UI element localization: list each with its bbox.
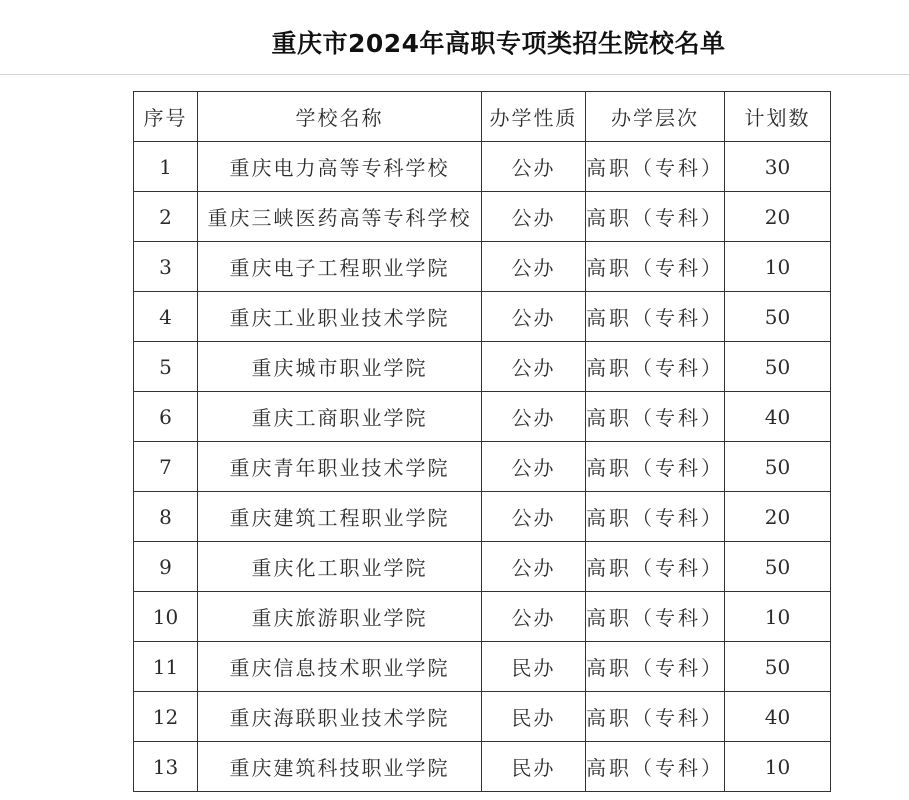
table-row	[134, 692, 831, 742]
table-row	[134, 292, 831, 342]
cell-level: 高职（专科）	[586, 242, 725, 292]
cell-type: 公办	[482, 192, 586, 242]
table-row	[134, 192, 831, 242]
cell-school-name: 重庆海联职业技术学院	[198, 692, 482, 742]
school-list-table	[133, 91, 831, 792]
cell-type: 公办	[482, 392, 586, 442]
cell-type: 公办	[482, 342, 586, 392]
header-cell-name: 学校名称	[198, 92, 482, 142]
cell-type: 公办	[482, 242, 586, 292]
table-row	[134, 442, 831, 492]
table-row	[134, 592, 831, 642]
cell-no: 2	[134, 192, 198, 242]
cell-plan: 20	[725, 192, 831, 242]
cell-school-name: 重庆信息技术职业学院	[198, 642, 482, 692]
cell-no: 10	[134, 592, 198, 642]
table-header-row	[134, 92, 831, 142]
table-row	[134, 142, 831, 192]
cell-type: 民办	[482, 742, 586, 792]
cell-school-name: 重庆三峡医药高等专科学校	[198, 192, 482, 242]
cell-school-name: 重庆旅游职业学院	[198, 592, 482, 642]
cell-school-name: 重庆化工职业学院	[198, 542, 482, 592]
table-row	[134, 492, 831, 542]
cell-school-name: 重庆工商职业学院	[198, 392, 482, 442]
cell-plan: 40	[725, 392, 831, 442]
cell-type: 公办	[482, 492, 586, 542]
cell-no: 4	[134, 292, 198, 342]
cell-level: 高职（专科）	[586, 642, 725, 692]
cell-no: 13	[134, 742, 198, 792]
table-body	[134, 142, 831, 792]
table-row	[134, 642, 831, 692]
cell-school-name: 重庆城市职业学院	[198, 342, 482, 392]
cell-plan: 20	[725, 492, 831, 542]
cell-no: 12	[134, 692, 198, 742]
table-row	[134, 542, 831, 592]
cell-school-name: 重庆工业职业技术学院	[198, 292, 482, 342]
cell-plan: 10	[725, 242, 831, 292]
cell-no: 11	[134, 642, 198, 692]
cell-level: 高职（专科）	[586, 592, 725, 642]
table-row	[134, 242, 831, 292]
cell-level: 高职（专科）	[586, 492, 725, 542]
cell-level: 高职（专科）	[586, 442, 725, 492]
title-bar	[0, 0, 909, 75]
cell-no: 7	[134, 442, 198, 492]
table-row	[134, 342, 831, 392]
table-row	[134, 742, 831, 792]
cell-plan: 50	[725, 642, 831, 692]
header-cell-no: 序号	[134, 92, 198, 142]
cell-type: 公办	[482, 142, 586, 192]
cell-plan: 50	[725, 442, 831, 492]
cell-type: 公办	[482, 442, 586, 492]
cell-level: 高职（专科）	[586, 392, 725, 442]
cell-type: 民办	[482, 642, 586, 692]
cell-no: 8	[134, 492, 198, 542]
cell-no: 9	[134, 542, 198, 592]
cell-level: 高职（专科）	[586, 692, 725, 742]
cell-type: 公办	[482, 542, 586, 592]
cell-level: 高职（专科）	[586, 292, 725, 342]
cell-level: 高职（专科）	[586, 142, 725, 192]
cell-no: 3	[134, 242, 198, 292]
cell-school-name: 重庆建筑工程职业学院	[198, 492, 482, 542]
cell-no: 1	[134, 142, 198, 192]
cell-type: 民办	[482, 692, 586, 742]
cell-school-name: 重庆电力高等专科学校	[198, 142, 482, 192]
cell-level: 高职（专科）	[586, 742, 725, 792]
cell-no: 6	[134, 392, 198, 442]
cell-plan: 50	[725, 342, 831, 392]
cell-school-name: 重庆电子工程职业学院	[198, 242, 482, 292]
header-cell-level: 办学层次	[586, 92, 725, 142]
table-row	[134, 392, 831, 442]
cell-no: 5	[134, 342, 198, 392]
header-cell-plan: 计划数	[725, 92, 831, 142]
cell-plan: 50	[725, 292, 831, 342]
cell-plan: 40	[725, 692, 831, 742]
page-title: 重庆市2024年高职专项类招生院校名单	[271, 29, 726, 58]
cell-type: 公办	[482, 592, 586, 642]
cell-plan: 10	[725, 742, 831, 792]
cell-plan: 50	[725, 542, 831, 592]
cell-level: 高职（专科）	[586, 342, 725, 392]
cell-plan: 10	[725, 592, 831, 642]
cell-level: 高职（专科）	[586, 192, 725, 242]
cell-level: 高职（专科）	[586, 542, 725, 592]
header-cell-type: 办学性质	[482, 92, 586, 142]
cell-type: 公办	[482, 292, 586, 342]
cell-plan: 30	[725, 142, 831, 192]
cell-school-name: 重庆建筑科技职业学院	[198, 742, 482, 792]
cell-school-name: 重庆青年职业技术学院	[198, 442, 482, 492]
